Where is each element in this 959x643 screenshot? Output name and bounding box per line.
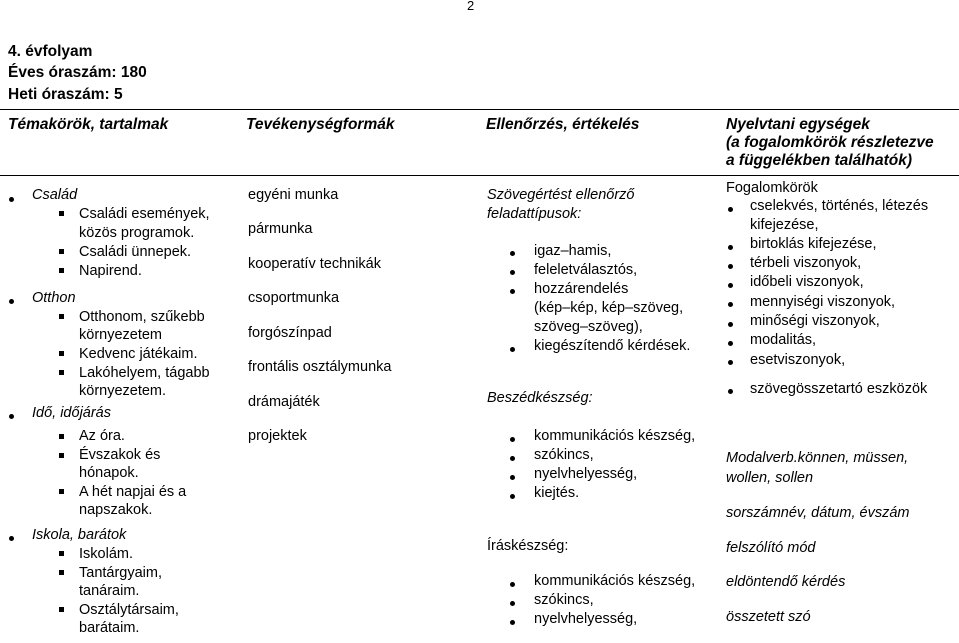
assessment-item: nyelvhelyesség, (534, 611, 638, 627)
assessment-item: kiegészítendő kérdések. (534, 338, 691, 354)
assessment-item: szöveg–szöveg), (534, 319, 643, 335)
bullet-dot (728, 360, 733, 365)
assessment-item: (kép–kép, kép–szöveg, (534, 300, 684, 316)
topic-item: A hét napjai és a (79, 484, 187, 500)
language-item: térbeli viszonyok, (750, 255, 862, 271)
assessment-item: feleletválasztós, (534, 262, 638, 278)
col-header-assessment: Ellenőrzés, értékelés (486, 116, 640, 133)
bullet-square (59, 249, 64, 254)
bullet-dot (9, 197, 14, 202)
assessment-heading: Szövegértést ellenőrző (487, 187, 635, 203)
topic-item: környezetem. (79, 383, 167, 399)
bullet-dot (9, 536, 14, 541)
assessment-item: szókincs, (534, 592, 594, 608)
language-item: cselekvés, történés, létezés (750, 198, 929, 214)
grade-heading: 4. évfolyam (8, 43, 93, 60)
topic-item: hónapok. (79, 465, 139, 481)
topic-item: Tantárgyaim, (79, 565, 163, 581)
bullet-dot (728, 283, 733, 288)
language-item: birtoklás kifejezése, (750, 236, 877, 252)
bullet-dot (728, 264, 733, 269)
bullet-dot (728, 207, 733, 212)
table-top-rule (0, 109, 959, 110)
language-item: eldöntendő kérdés (726, 574, 846, 590)
topic-item: Családi események, (79, 206, 210, 222)
activity-item: drámajáték (248, 394, 320, 410)
assessment-item: nyelvhelyesség, (534, 466, 638, 482)
bullet-dot (510, 270, 515, 275)
bullet-dot (728, 341, 733, 346)
topic-item: Családi ünnepek. (79, 244, 192, 260)
assessment-item: kommunikációs készség, (534, 428, 696, 444)
language-item: szövegösszetartó eszközök (750, 381, 928, 397)
language-item: mennyiségi viszonyok, (750, 294, 896, 310)
language-item: modalitás, (750, 332, 817, 348)
bullet-dot (510, 251, 515, 256)
language-item: sorszámnév, dátum, évszám (726, 505, 910, 521)
bullet-dot (728, 389, 733, 394)
assessment-item: kiejtés. (534, 485, 580, 501)
topic-school: Iskola, barátok (32, 527, 127, 543)
language-item: kifejezése, (750, 217, 819, 233)
bullet-dot (510, 475, 515, 480)
bullet-dot (9, 299, 14, 304)
page-number: 2 (467, 0, 475, 13)
language-item: időbeli viszonyok, (750, 274, 864, 290)
language-heading: Fogalomkörök (726, 180, 818, 196)
topic-item: Iskolám. (79, 546, 133, 562)
bullet-dot (510, 437, 515, 442)
bullet-square (59, 268, 64, 273)
bullet-dot (510, 601, 515, 606)
bullet-square (59, 607, 64, 612)
bullet-square (59, 211, 64, 216)
assessment-item: igaz–hamis, (534, 243, 612, 259)
bullet-dot (728, 322, 733, 327)
assessment-item: hozzárendelés (534, 281, 629, 297)
topic-item: barátaim. (79, 620, 140, 636)
table-header-rule (0, 175, 959, 176)
bullet-dot (510, 582, 515, 587)
activity-item: egyéni munka (248, 187, 339, 203)
bullet-dot (510, 620, 515, 625)
bullet-square (59, 551, 64, 556)
bullet-dot (728, 245, 733, 250)
topic-item: Kedvenc játékaim. (79, 346, 198, 362)
language-item: minőségi viszonyok, (750, 313, 880, 329)
bullet-square (59, 370, 64, 375)
topic-item: környezetem (79, 327, 163, 343)
bullet-square (59, 434, 64, 439)
activity-item: projektek (248, 428, 307, 444)
topic-item: tanáraim. (79, 583, 140, 599)
language-item: összetett szó (726, 609, 811, 625)
bullet-dot (9, 414, 14, 419)
bullet-square (59, 453, 64, 458)
topic-item: Az óra. (79, 428, 125, 444)
assessment-heading: Íráskészség: (487, 538, 569, 554)
col-header-activities: Tevékenységformák (246, 116, 395, 133)
topic-item: Osztálytársaim, (79, 602, 179, 618)
bullet-square (59, 314, 64, 319)
col-header-topics: Témakörök, tartalmak (8, 116, 169, 133)
language-item: esetviszonyok, (750, 352, 846, 368)
topic-item: Napirend. (79, 263, 142, 279)
language-item: wollen, sollen (726, 470, 814, 486)
activity-item: kooperatív technikák (248, 256, 381, 272)
col-header-language-note1: (a fogalomkörök részletezve (726, 134, 934, 151)
col-header-language-note2: a függelékben találhatók) (726, 152, 913, 169)
assessment-item: kommunikációs készség, (534, 573, 696, 589)
bullet-square (59, 489, 64, 494)
bullet-dot (510, 347, 515, 352)
assessment-heading: feladattípusok: (487, 206, 582, 222)
topic-weather: Idő, időjárás (32, 405, 111, 421)
activity-item: csoportmunka (248, 290, 340, 306)
activity-item: pármunka (248, 221, 313, 237)
weekly-hours: Heti óraszám: 5 (8, 86, 123, 103)
activity-item: frontális osztálymunka (248, 359, 392, 375)
topic-item: Évszakok és (79, 447, 161, 463)
bullet-square (59, 351, 64, 356)
topic-item: Otthonom, szűkebb (79, 309, 205, 325)
assessment-heading: Beszédkészség: (487, 390, 593, 406)
language-item: Modalverb.können, müssen, (726, 450, 909, 466)
bullet-dot (510, 494, 515, 499)
bullet-dot (510, 456, 515, 461)
activity-item: forgószínpad (248, 325, 332, 341)
bullet-square (59, 570, 64, 575)
language-item: felszólító mód (726, 540, 816, 556)
yearly-hours: Éves óraszám: 180 (8, 64, 147, 81)
topic-home: Otthon (32, 290, 76, 306)
topic-item: Lakóhelyem, tágabb (79, 365, 210, 381)
bullet-dot (510, 289, 515, 294)
topic-item: közös programok. (79, 225, 195, 241)
col-header-language: Nyelvtani egységek (726, 116, 870, 133)
topic-item: napszakok. (79, 502, 153, 518)
assessment-item: szókincs, (534, 447, 594, 463)
bullet-dot (728, 302, 733, 307)
topic-family: Család (32, 187, 78, 203)
